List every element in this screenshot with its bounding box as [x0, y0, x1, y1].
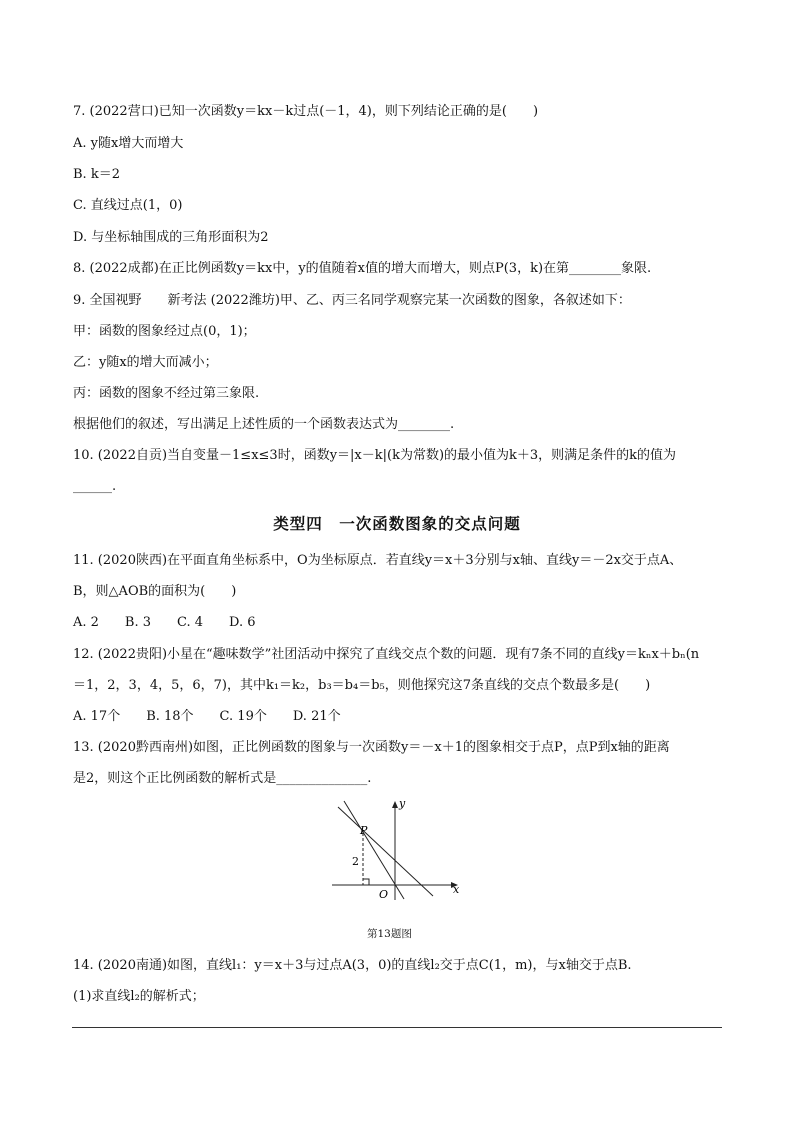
q12-stem: 12. (2022贵阳)小星在“趣味数学”社团活动中探究了直线交点个数的问题．现有7条不同的直线y＝kₙx＋bₙ(n [73, 647, 700, 662]
q9-statement-bing: 丙：函数的图象不经过第三象限. [73, 386, 260, 401]
q7-option-b: B. k＝2 [73, 167, 120, 182]
right-angle-mark [363, 879, 369, 885]
q14-stem: 14. (2020南通)如图，直线l₁：y＝x＋3与过点A(3，0)的直线l₂交于点C(1，m)，与x轴交于点B. [73, 958, 632, 973]
bottom-rule [72, 1027, 722, 1028]
q9-stem: 9. 全国视野 新考法 (2022潍坊)甲、乙、丙三名同学观察完某一次函数的图象，各叙述如下： [73, 293, 631, 308]
y-axis-label: y [399, 797, 406, 810]
figure-caption: 第13题图 [367, 928, 412, 940]
q10-stem: 10. (2022自贡)当自变量－1≤x≤3时，函数y＝|x－k|(k为常数)的最小值为k＋3，则满足条件的k的值为 [73, 448, 677, 463]
q11-stem-cont: B，则△AOB的面积为( ) [73, 584, 237, 599]
origin-label: O [379, 888, 389, 901]
x-axis-label: x [453, 883, 460, 896]
q10-blank: ______. [73, 479, 117, 494]
q14-part1: (1)求直线l₂的解析式； [73, 989, 205, 1004]
q11-options: A. 2 B. 3 C. 4 D. 6 [73, 615, 256, 630]
q8-stem: 8. (2022成都)在正比例函数y＝kx中，y的值随着x值的增大而增大，则点P(3，k)在第________象限. [73, 261, 652, 276]
q7-option-d: D. 与坐标轴围成的三角形面积为2 [73, 230, 269, 245]
q13-figure [320, 795, 470, 905]
q11-stem: 11. (2020陕西)在平面直角坐标系中，O为坐标原点．若直线y＝x＋3分别与x轴、直线y＝－2x交于点A、 [73, 553, 683, 568]
distance-label: 2 [352, 855, 359, 868]
q7-option-a: A. y随x增大而增大 [73, 136, 184, 151]
q7-stem: 7. (2022营口)已知一次函数y＝kx－k过点(－1，4)，则下列结论正确的是( ) [73, 104, 539, 119]
section-title: 类型四 一次函数图象的交点问题 [273, 515, 521, 533]
q13-stem-cont: 是2，则这个正比例函数的解析式是______________. [73, 771, 372, 786]
q12-options: A. 17个 B. 18个 C. 19个 D. 21个 [73, 709, 341, 724]
q9-ask: 根据他们的叙述，写出满足上述性质的一个函数表达式为________. [73, 417, 455, 432]
y-axis-arrow-icon [392, 801, 398, 808]
linear-line [338, 807, 433, 896]
q12-stem-cont: ＝1，2，3，4，5，6，7)，其中k₁＝k₂，b₃＝b₄＝b₅，则他探究这7条直线的交点个数最多是( ) [73, 678, 651, 693]
q9-statement-jia: 甲：函数的图象经过点(0，1)； [73, 324, 256, 339]
q7-option-c: C. 直线过点(1，0) [73, 198, 183, 213]
q13-stem: 13. (2020黔西南州)如图，正比例函数的图象与一次函数y＝－x＋1的图象相交于点P，点P到x轴的距离 [73, 740, 670, 755]
point-p-label: P [360, 824, 368, 837]
q9-statement-yi: 乙：y随x的增大而减小； [73, 355, 218, 370]
